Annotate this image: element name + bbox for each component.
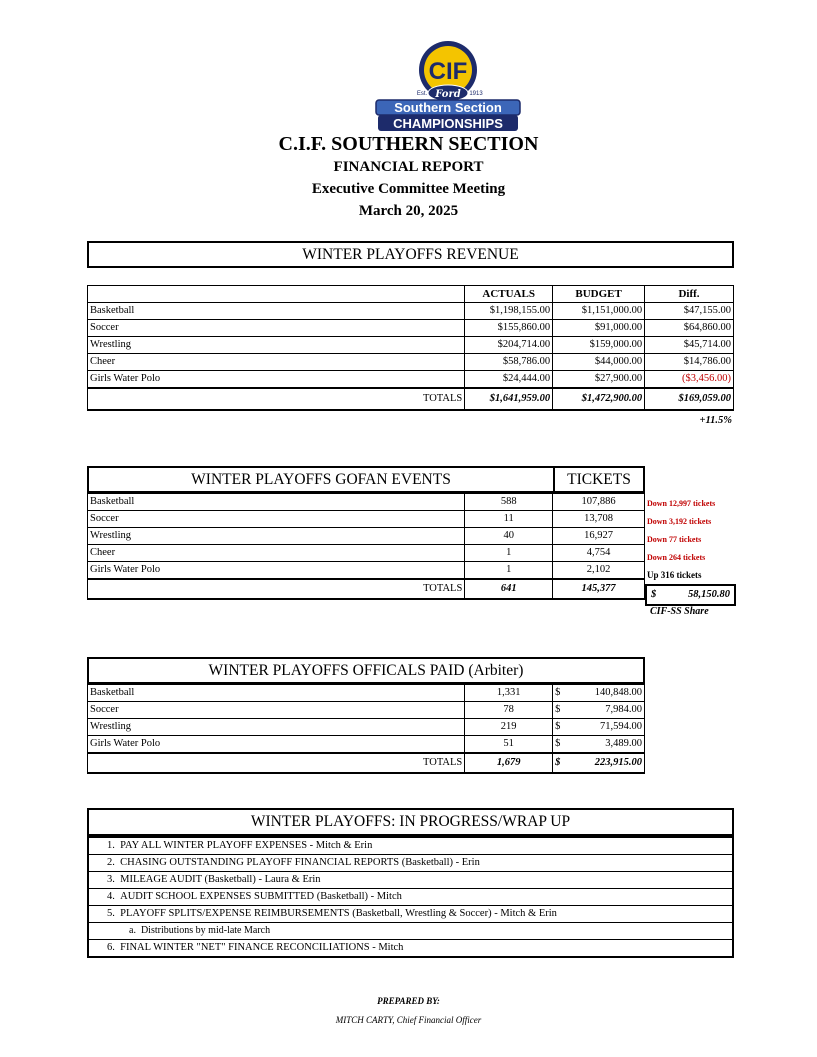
list-item	[88, 889, 733, 906]
events-cell: 1	[465, 562, 553, 580]
count-cell: 78	[465, 702, 553, 719]
events-cell: 40	[465, 528, 553, 545]
table-row	[88, 545, 645, 562]
item-number: 4.	[107, 891, 115, 902]
totals-label: TOTALS	[88, 579, 465, 599]
sport-cell: Wrestling	[88, 528, 465, 545]
officials-section-title: WINTER PLAYOFFS OFFICALS PAID (Arbiter)	[87, 657, 645, 684]
list-item-cell	[88, 940, 733, 958]
sport-cell: Girls Water Polo	[88, 371, 465, 389]
totals-budget: $1,472,900.00	[553, 388, 645, 410]
logo-cif-text: CIF	[428, 58, 468, 85]
gofan-table	[87, 493, 645, 600]
officials-totals-row	[88, 753, 645, 773]
totals-events: 641	[465, 579, 553, 599]
sport-cell: Girls Water Polo	[88, 736, 465, 754]
count-cell: 51	[465, 736, 553, 754]
ticket-change-note: Down 77 tickets	[647, 535, 702, 544]
tickets-cell: 16,927	[553, 528, 645, 545]
progress-list	[87, 836, 734, 958]
tickets-cell: 107,886	[553, 494, 645, 511]
list-item	[88, 923, 733, 940]
budget-cell: $1,151,000.00	[553, 303, 645, 320]
currency-symbol: $	[555, 757, 561, 768]
list-item-cell	[88, 837, 733, 855]
cif-share-label: CIF-SS Share	[650, 606, 709, 617]
table-row	[88, 371, 734, 389]
table-row	[88, 337, 734, 354]
currency-symbol: $	[555, 687, 561, 698]
totals-label: TOTALS	[88, 388, 465, 410]
amount-value: 7,984.00	[605, 704, 642, 715]
revenue-percent-change: +11.5%	[699, 415, 732, 426]
prepared-by-label: PREPARED BY:	[377, 996, 440, 1006]
diff-cell: $47,155.00	[645, 303, 734, 320]
amount-value: 223,915.00	[594, 757, 642, 768]
logo-est-text: Est.	[416, 91, 428, 97]
totals-amount	[553, 753, 645, 773]
table-row	[88, 320, 734, 337]
list-item-cell	[88, 889, 733, 906]
diff-cell: $45,714.00	[645, 337, 734, 354]
tickets-cell: 4,754	[553, 545, 645, 562]
item-text: CHASING OUTSTANDING PLAYOFF FINANCIAL REPORTS (Basketball) - Erin	[120, 857, 480, 868]
report-title: C.I.F. SOUTHERN SECTION	[278, 133, 539, 155]
actuals-cell: $24,444.00	[465, 371, 553, 389]
ticket-change-note: Down 12,997 tickets	[647, 499, 716, 508]
list-item	[88, 906, 733, 923]
sport-cell: Wrestling	[88, 719, 465, 736]
actuals-cell: $58,786.00	[465, 354, 553, 371]
revenue-header-row	[88, 286, 734, 303]
table-row	[88, 354, 734, 371]
count-cell: 1,331	[465, 685, 553, 702]
item-text: PAY ALL WINTER PLAYOFF EXPENSES - Mitch & Erin	[120, 840, 373, 851]
sport-cell: Basketball	[88, 494, 465, 511]
logo-year-text: 1913	[469, 91, 483, 97]
table-row	[88, 685, 645, 702]
ticket-change-note: Down 264 tickets	[647, 553, 706, 562]
totals-tickets: 145,377	[553, 579, 645, 599]
totals-label: TOTALS	[88, 753, 465, 773]
logo-brand-text: Ford	[435, 89, 461, 100]
revenue-header-blank	[88, 286, 465, 303]
amount-value: 71,594.00	[600, 721, 642, 732]
sport-cell: Cheer	[88, 354, 465, 371]
table-row	[88, 702, 645, 719]
gofan-totals-row	[88, 579, 645, 599]
revenue-section-title: WINTER PLAYOFFS REVENUE	[87, 241, 734, 268]
budget-cell: $27,900.00	[553, 371, 645, 389]
report-subtitle: FINANCIAL REPORT	[333, 159, 484, 175]
share-currency: $	[651, 589, 657, 600]
item-number: 5.	[107, 908, 115, 919]
currency-symbol: $	[555, 704, 561, 715]
item-number: 1.	[107, 840, 115, 851]
amount-cell	[553, 719, 645, 736]
sport-cell: Cheer	[88, 545, 465, 562]
table-row	[88, 494, 645, 511]
item-number: 3.	[107, 874, 115, 885]
budget-cell: $91,000.00	[553, 320, 645, 337]
sport-cell: Wrestling	[88, 337, 465, 354]
prepared-by-name: MITCH CARTY, Chief Financial Officer	[335, 1015, 482, 1025]
revenue-totals-row	[88, 388, 734, 410]
cif-share-box	[645, 584, 736, 606]
logo-line1-text: Southern Section	[394, 100, 502, 115]
amount-cell	[553, 736, 645, 754]
logo-line2-text: CHAMPIONSHIPS	[393, 116, 503, 131]
list-item	[88, 837, 733, 855]
budget-header: BUDGET	[553, 286, 645, 303]
sport-cell: Soccer	[88, 320, 465, 337]
item-text: FINAL WINTER "NET" FINANCE RECONCILIATIONS - Mitch	[120, 942, 404, 953]
sport-cell: Soccer	[88, 511, 465, 528]
list-item-cell	[88, 872, 733, 889]
item-number: a.	[129, 925, 136, 936]
meeting-name: Executive Committee Meeting	[311, 181, 506, 197]
sport-cell: Girls Water Polo	[88, 562, 465, 580]
events-cell: 11	[465, 511, 553, 528]
table-row	[88, 303, 734, 320]
actuals-cell: $1,198,155.00	[465, 303, 553, 320]
table-row	[88, 736, 645, 754]
table-row	[88, 528, 645, 545]
cif-championships-logo	[372, 40, 524, 132]
count-cell: 219	[465, 719, 553, 736]
table-row	[88, 511, 645, 528]
actuals-cell: $204,714.00	[465, 337, 553, 354]
amount-cell	[553, 702, 645, 719]
sport-cell: Basketball	[88, 685, 465, 702]
meeting-date: March 20, 2025	[358, 203, 459, 219]
amount-value: 3,489.00	[605, 738, 642, 749]
officials-table	[87, 684, 645, 774]
budget-cell: $159,000.00	[553, 337, 645, 354]
ticket-change-note: Down 3,192 tickets	[647, 517, 712, 526]
list-item-cell	[88, 923, 733, 940]
diff-cell: $14,786.00	[645, 354, 734, 371]
actuals-header: ACTUALS	[465, 286, 553, 303]
gofan-section-title: WINTER PLAYOFFS GOFAN EVENTS	[87, 466, 555, 493]
tickets-cell: 13,708	[553, 511, 645, 528]
amount-cell	[553, 685, 645, 702]
item-text: AUDIT SCHOOL EXPENSES SUBMITTED (Basketball) - Mitch	[120, 891, 402, 902]
actuals-cell: $155,860.00	[465, 320, 553, 337]
list-item-cell	[88, 906, 733, 923]
events-cell: 588	[465, 494, 553, 511]
table-row	[88, 562, 645, 580]
list-item	[88, 940, 733, 958]
diff-header: Diff.	[645, 286, 734, 303]
budget-cell: $44,000.00	[553, 354, 645, 371]
progress-section-title: WINTER PLAYOFFS: IN PROGRESS/WRAP UP	[87, 808, 734, 836]
item-number: 2.	[107, 857, 115, 868]
totals-diff: $169,059.00	[645, 388, 734, 410]
sport-cell: Basketball	[88, 303, 465, 320]
ticket-change-note: Up 316 tickets	[647, 570, 702, 580]
currency-symbol: $	[555, 738, 561, 749]
totals-count: 1,679	[465, 753, 553, 773]
share-amount: 58,150.80	[688, 589, 730, 600]
revenue-table	[87, 285, 734, 411]
totals-actuals: $1,641,959.00	[465, 388, 553, 410]
sport-cell: Soccer	[88, 702, 465, 719]
table-row	[88, 719, 645, 736]
diff-cell: $64,860.00	[645, 320, 734, 337]
item-text: Distributions by mid-late March	[140, 925, 271, 936]
tickets-header: TICKETS	[553, 466, 645, 493]
currency-symbol: $	[555, 721, 561, 732]
list-item	[88, 872, 733, 889]
diff-cell: ($3,456.00)	[645, 371, 734, 389]
item-number: 6.	[107, 942, 115, 953]
amount-value: 140,848.00	[594, 687, 642, 698]
list-item-cell	[88, 855, 733, 872]
item-text: PLAYOFF SPLITS/EXPENSE REIMBURSEMENTS (Basketball, Wrestling & Soccer) - Mitch & Erin	[120, 908, 557, 919]
list-item	[88, 855, 733, 872]
events-cell: 1	[465, 545, 553, 562]
tickets-cell: 2,102	[553, 562, 645, 580]
item-text: MILEAGE AUDIT (Basketball) - Laura & Erin	[120, 874, 321, 885]
